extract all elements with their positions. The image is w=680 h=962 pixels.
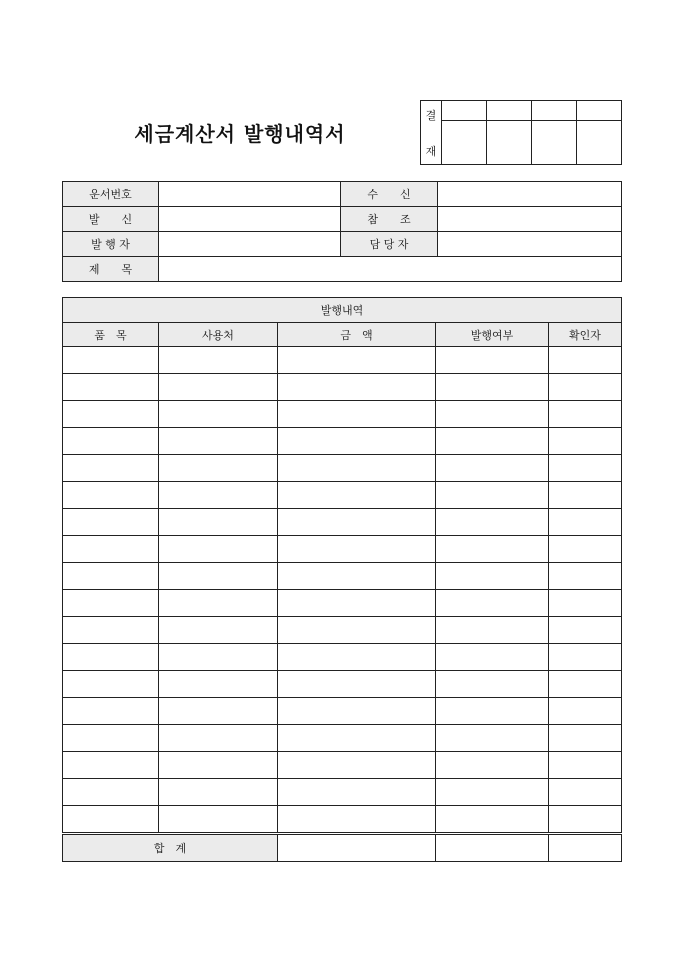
table-cell[interactable] [436, 644, 549, 671]
table-row [63, 725, 622, 752]
table-cell[interactable] [159, 698, 278, 725]
document-title: 세금계산서 발행내역서 [134, 122, 346, 146]
table-cell[interactable] [278, 563, 436, 590]
table-cell[interactable] [63, 536, 159, 563]
table-cell[interactable] [549, 509, 622, 536]
table-cell[interactable] [159, 428, 278, 455]
receiver-field[interactable] [438, 182, 622, 207]
receiver-label: 수 신 [341, 182, 438, 207]
table-cell[interactable] [159, 590, 278, 617]
table-cell[interactable] [436, 671, 549, 698]
table-row [63, 509, 622, 536]
table-cell[interactable] [63, 374, 159, 401]
table-cell[interactable] [436, 779, 549, 806]
header-usage: 사용처 [159, 323, 278, 347]
manager-label: 담 당 자 [341, 232, 438, 257]
info-table [62, 181, 622, 282]
table-cell[interactable] [63, 617, 159, 644]
table-cell[interactable] [549, 671, 622, 698]
table-cell[interactable] [278, 644, 436, 671]
table-cell[interactable] [159, 374, 278, 401]
table-cell[interactable] [63, 590, 159, 617]
table-cell[interactable] [278, 374, 436, 401]
table-cell[interactable] [436, 590, 549, 617]
table-cell[interactable] [278, 725, 436, 752]
table-cell[interactable] [159, 482, 278, 509]
table-cell[interactable] [549, 806, 622, 834]
table-row [63, 590, 622, 617]
table-cell[interactable] [63, 455, 159, 482]
table-cell[interactable] [63, 698, 159, 725]
table-row [63, 644, 622, 671]
table-cell[interactable] [278, 401, 436, 428]
table-cell[interactable] [278, 671, 436, 698]
approval-box [420, 100, 622, 165]
approval-label-top: 결 [425, 108, 437, 122]
table-cell[interactable] [63, 401, 159, 428]
table-cell[interactable] [549, 455, 622, 482]
table-cell[interactable] [63, 671, 159, 698]
table-cell[interactable] [436, 401, 549, 428]
table-cell[interactable] [159, 644, 278, 671]
table-cell[interactable] [436, 752, 549, 779]
table-cell[interactable] [63, 509, 159, 536]
table-cell[interactable] [159, 752, 278, 779]
table-cell[interactable] [278, 428, 436, 455]
table-cell[interactable] [436, 428, 549, 455]
approval-sign-cell[interactable] [532, 121, 577, 165]
table-cell[interactable] [159, 671, 278, 698]
approval-sign-cell[interactable] [577, 121, 622, 165]
table-row [63, 806, 622, 834]
table-cell[interactable] [159, 401, 278, 428]
approval-role-cell[interactable] [442, 101, 487, 121]
header-issue-status: 발행여부 [436, 323, 549, 347]
sender-field[interactable] [159, 207, 341, 232]
table-cell[interactable] [549, 428, 622, 455]
table-cell[interactable] [278, 482, 436, 509]
table-cell[interactable] [436, 482, 549, 509]
table-cell[interactable] [63, 644, 159, 671]
table-cell[interactable] [549, 536, 622, 563]
reference-label: 참 조 [341, 207, 438, 232]
table-cell[interactable] [278, 590, 436, 617]
table-cell[interactable] [278, 752, 436, 779]
table-cell[interactable] [278, 455, 436, 482]
table-row [63, 563, 622, 590]
approval-role-cell[interactable] [532, 101, 577, 121]
table-cell[interactable] [159, 347, 278, 374]
table-row [63, 671, 622, 698]
table-cell[interactable] [549, 752, 622, 779]
table-cell[interactable] [159, 617, 278, 644]
table-cell[interactable] [436, 698, 549, 725]
issue-history-table [62, 297, 622, 862]
table-cell[interactable] [436, 455, 549, 482]
table-cell[interactable] [436, 806, 549, 834]
issuer-field[interactable] [159, 232, 341, 257]
table-cell[interactable] [549, 725, 622, 752]
table-row [63, 536, 622, 563]
table-cell[interactable] [278, 779, 436, 806]
table-cell[interactable] [159, 779, 278, 806]
table-cell[interactable] [549, 563, 622, 590]
table-cell[interactable] [549, 401, 622, 428]
table-cell[interactable] [549, 347, 622, 374]
table-cell[interactable] [159, 509, 278, 536]
header-item: 품 목 [63, 323, 159, 347]
issuer-label: 발 행 자 [63, 232, 159, 257]
table-cell[interactable] [159, 806, 278, 834]
subject-label: 제 목 [63, 257, 159, 282]
total-amount-field[interactable] [278, 834, 436, 862]
approval-label [421, 101, 442, 165]
table-cell[interactable] [63, 482, 159, 509]
subject-field[interactable] [159, 257, 622, 282]
header-amount: 금 액 [278, 323, 436, 347]
table-row [63, 779, 622, 806]
table-cell[interactable] [278, 509, 436, 536]
table-cell[interactable] [63, 779, 159, 806]
table-cell[interactable] [159, 563, 278, 590]
table-cell[interactable] [278, 617, 436, 644]
manager-field[interactable] [438, 232, 622, 257]
table-cell[interactable] [436, 617, 549, 644]
table-caption: 발행내역 [63, 298, 622, 323]
table-cell[interactable] [549, 779, 622, 806]
table-cell[interactable] [159, 725, 278, 752]
table-cell[interactable] [63, 428, 159, 455]
total-confirm-field[interactable] [549, 834, 622, 862]
table-cell[interactable] [159, 536, 278, 563]
table-cell[interactable] [159, 455, 278, 482]
table-cell[interactable] [549, 698, 622, 725]
table-row [63, 374, 622, 401]
approval-sign-cell[interactable] [487, 121, 532, 165]
reference-field[interactable] [438, 207, 622, 232]
table-row [63, 428, 622, 455]
table-cell[interactable] [436, 563, 549, 590]
table-row [63, 401, 622, 428]
header-confirmer: 확인자 [549, 323, 622, 347]
table-cell[interactable] [549, 590, 622, 617]
table-cell[interactable] [63, 563, 159, 590]
table-cell[interactable] [63, 806, 159, 834]
approval-role-cell[interactable] [577, 101, 622, 121]
total-label: 합 계 [63, 834, 278, 862]
approval-label-bottom: 재 [425, 144, 437, 158]
table-cell[interactable] [278, 698, 436, 725]
table-row [63, 347, 622, 374]
table-row [63, 617, 622, 644]
table-row [63, 455, 622, 482]
table-cell[interactable] [63, 347, 159, 374]
table-cell[interactable] [549, 374, 622, 401]
table-cell[interactable] [63, 725, 159, 752]
table-cell[interactable] [436, 536, 549, 563]
table-cell[interactable] [436, 725, 549, 752]
table-cell[interactable] [549, 617, 622, 644]
table-cell[interactable] [278, 536, 436, 563]
table-cell[interactable] [549, 482, 622, 509]
table-row [63, 482, 622, 509]
table-cell[interactable] [549, 644, 622, 671]
table-cell[interactable] [436, 347, 549, 374]
approval-sign-cell[interactable] [442, 121, 487, 165]
doc-number-label: 운서번호 [63, 182, 159, 207]
table-row [63, 752, 622, 779]
doc-number-field[interactable] [159, 182, 341, 207]
table-row [63, 698, 622, 725]
sender-label: 발 신 [63, 207, 159, 232]
table-cell[interactable] [63, 752, 159, 779]
total-issue-field[interactable] [436, 834, 549, 862]
table-cell[interactable] [436, 509, 549, 536]
table-cell[interactable] [278, 347, 436, 374]
approval-role-cell[interactable] [487, 101, 532, 121]
table-cell[interactable] [436, 374, 549, 401]
table-cell[interactable] [278, 806, 436, 834]
